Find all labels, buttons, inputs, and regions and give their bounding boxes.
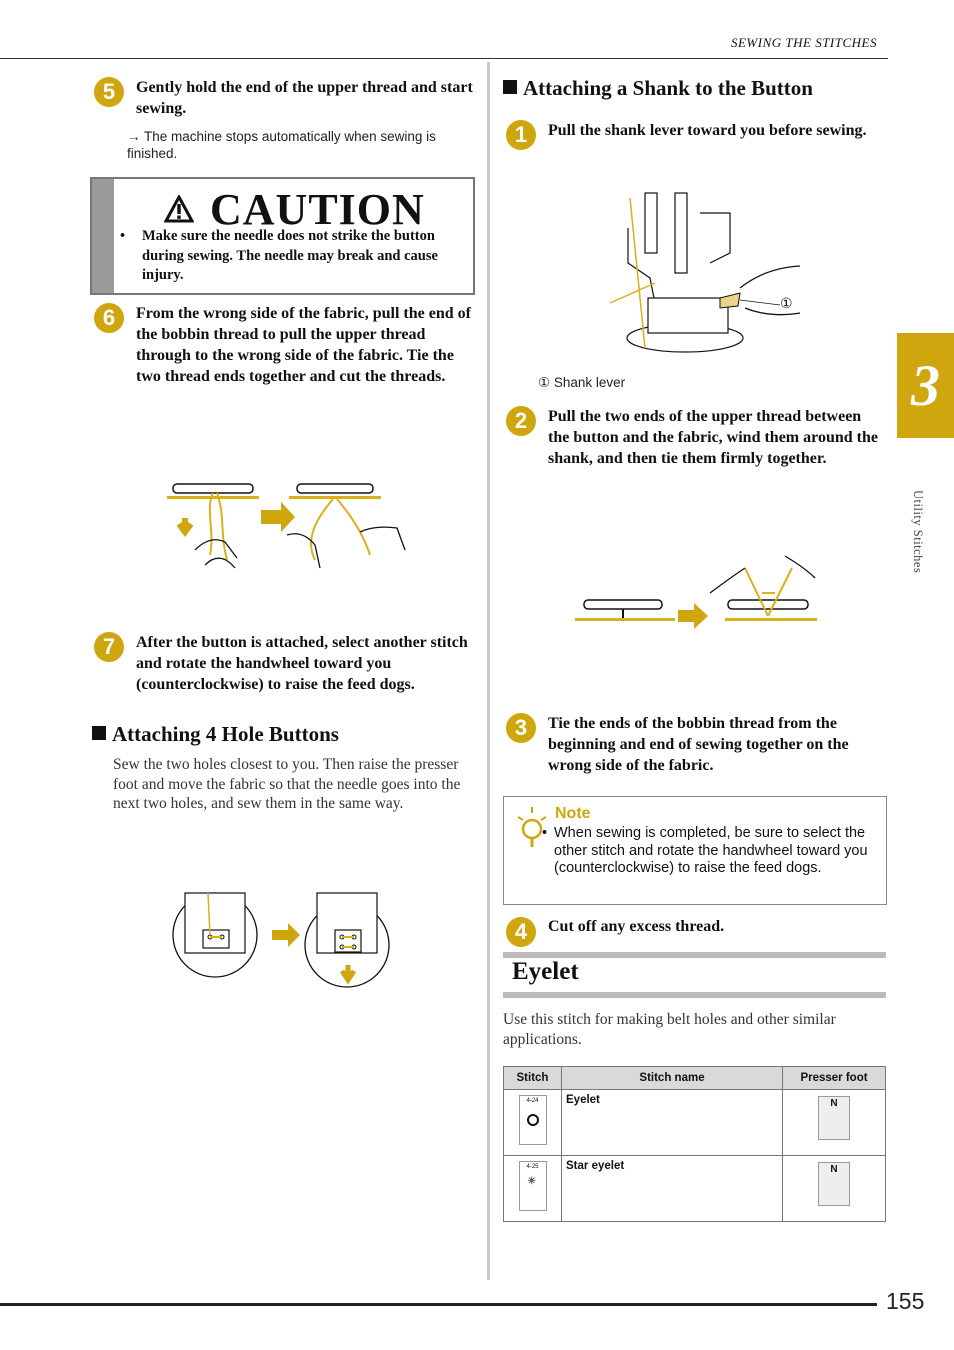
stitch-icon-cell [504, 1090, 562, 1156]
note-box [503, 796, 887, 905]
caution-text: Make sure the needle does not strike the button during sewing. The needle may break and cause injury. [142, 228, 438, 283]
step-5-text: Gently hold the end of the upper thread and start sewing. [136, 79, 473, 117]
stitch-table [503, 1066, 886, 1222]
column-divider [487, 62, 490, 1280]
header-rule [0, 58, 888, 59]
step-6-badge: 6 [94, 303, 124, 333]
step-5-result: → The machine stops automatically when sewing is finished. [127, 129, 436, 161]
caution-title: CAUTION [210, 185, 425, 234]
shank-step-4-badge: 4 [506, 917, 536, 947]
shank-step-1-badge: 1 [506, 120, 536, 150]
column-header-stitch-name: Stitch name [562, 1067, 783, 1090]
shank-step-4-text: Cut off any excess thread. [548, 918, 725, 935]
side-section-label: Utility Stitches [911, 490, 925, 574]
chapter-tab[interactable]: 3 [897, 333, 954, 438]
heading-square-icon [503, 80, 517, 94]
eyelet-bottom-rule [503, 992, 886, 998]
four-hole-text: Sew the two holes closest to you. Then raise the presser foot and move the fabric so that the needle goes into the next two holes, and sew them in the same way. [113, 756, 461, 812]
presser-foot-n-icon: N [818, 1162, 850, 1206]
step-6-text: From the wrong side of the fabric, pull the end of the bobbin thread to pull the upper thread through to the wrong side of the fabric. Tie the two thread ends together and cut the threads. [136, 305, 471, 385]
eyelet-heading: Eyelet [512, 958, 579, 985]
shank-lever-legend: ① Shank lever [538, 375, 626, 390]
caution-box [90, 177, 475, 295]
note-text: When sewing is completed, be sure to select the other stitch and rotate the handwheel toward you (counterclockwise) to raise the feed dogs. [554, 825, 868, 876]
presser-foot-cell [783, 1156, 886, 1222]
shank-lever-illustration [600, 188, 800, 358]
running-header: SEWING THE STITCHES [730, 35, 877, 50]
step-5-badge: 5 [94, 77, 124, 107]
caution-sidebar [92, 179, 114, 293]
stitch-name-cell: Eyelet [562, 1090, 783, 1156]
four-hole-button-illustration [170, 885, 395, 995]
presser-foot-cell [783, 1090, 886, 1156]
eyelet-text: Use this stitch for making belt holes and other similar applications. [503, 1011, 836, 1048]
warning-triangle-icon [164, 195, 194, 223]
note-bullet: • When sewing is completed, be sure to select the other stitch and rotate the handwheel toward you (counterclockwise) to raise the feed dogs. [542, 825, 868, 876]
stitch-icon-cell [504, 1156, 562, 1222]
heading-square-icon [92, 726, 106, 740]
page-number: 155 [886, 1288, 925, 1314]
shank-step-2-badge: 2 [506, 406, 536, 436]
note-title: Note [555, 805, 591, 822]
step-7-badge: 7 [94, 632, 124, 662]
four-hole-heading: Attaching 4 Hole Buttons [92, 722, 339, 747]
shank-lever-callout: ① [780, 297, 793, 312]
star-eyelet-stitch-icon: 4-25 ✳ [519, 1161, 547, 1211]
presser-foot-n-icon: N [818, 1096, 850, 1140]
footer-rule [0, 1303, 877, 1306]
table-row [504, 1156, 886, 1222]
stitch-name-cell: Star eyelet [562, 1156, 783, 1222]
table-row [504, 1090, 886, 1156]
step-7-text: After the button is attached, select another stitch and rotate the handwheel toward you (counterclockwise) to raise the feed dogs. [136, 634, 468, 693]
shank-heading: Attaching a Shank to the Button [503, 76, 813, 101]
column-header-stitch: Stitch [504, 1067, 562, 1090]
column-header-presser-foot: Presser foot [783, 1067, 886, 1090]
caution-bullet: • Make sure the needle does not strike the button during sewing. The needle may break and cause injury. [120, 227, 460, 286]
shank-step-1-text: Pull the shank lever toward you before sewing. [548, 122, 867, 139]
eyelet-stitch-icon: 4-24 [519, 1095, 547, 1145]
bobbin-thread-illustration [165, 470, 415, 580]
shank-step-3-badge: 3 [506, 713, 536, 743]
shank-step-2-text: Pull the two ends of the upper thread between the button and the fabric, wind them around the shank, and then tie them firmly together. [548, 408, 878, 467]
table-header-row [504, 1067, 886, 1090]
wind-shank-illustration [570, 548, 820, 633]
shank-step-3-text: Tie the ends of the bobbin thread from the beginning and end of sewing together on the wrong side of the fabric. [548, 715, 849, 774]
